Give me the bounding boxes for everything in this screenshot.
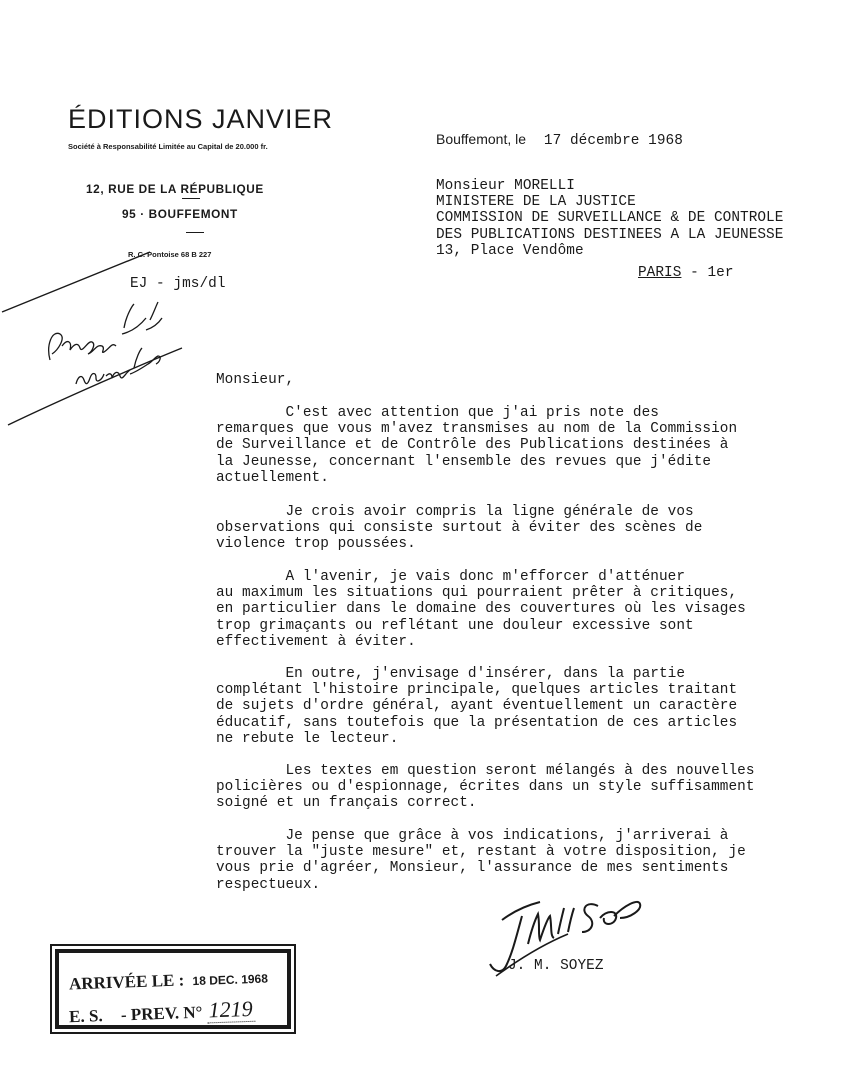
recipient-line: COMMISSION DE SURVEILLANCE & DE CONTROLE <box>436 210 784 227</box>
stamp-received-label: ARRIVÉE LE : <box>68 970 185 994</box>
recipient-line: DES PUBLICATIONS DESTINEES A LA JEUNESSE <box>436 226 784 243</box>
handwritten-annotation <box>0 250 200 430</box>
body-line: observations qui consiste surtout à éviter des scènes de <box>216 520 703 537</box>
signer-name: J. M. SOYEZ <box>508 958 604 974</box>
reception-stamp <box>55 949 291 1029</box>
address-divider <box>186 232 204 233</box>
company-city: 95 · BOUFFEMONT <box>122 207 238 221</box>
place: Bouffemont, le <box>436 131 527 147</box>
salutation: Monsieur, <box>216 372 295 388</box>
body-line: de Surveillance et de Contrôle des Publications destinées à <box>216 437 729 454</box>
body-line: A l'avenir, je vais donc m'efforcer d'atténuer <box>216 569 686 585</box>
body-line: effectivement à éviter. <box>216 633 416 650</box>
body-line: trop grimaçants ou reflétant une douleur excessive sont <box>216 617 694 634</box>
body-line: de sujets d'ordre général, ayant éventuellement un caractère <box>216 698 738 715</box>
body-paragraph <box>216 504 702 553</box>
company-tagline: Société à Responsabilité Limitée au Capital de 20.000 fr. <box>68 142 268 151</box>
stamp-received-date: 18 DEC. 1968 <box>192 971 269 989</box>
body-line: soigné et un français correct. <box>216 795 477 812</box>
body-line: C'est avec attention que j'ai pris note des <box>216 405 659 421</box>
body-paragraph <box>216 666 737 747</box>
body-paragraph <box>216 405 737 486</box>
body-line: violence trop poussées. <box>216 536 416 553</box>
body-line: remarques que vous m'avez transmises au nom de la Commission <box>216 421 738 438</box>
body-line: complétant l'histoire principale, quelques articles traitant <box>216 682 738 699</box>
body-line: trouver la "juste mesure" et, restant à votre disposition, je <box>216 844 746 861</box>
body-line: vous prie d'agréer, Monsieur, l'assurance de mes sentiments <box>216 860 729 877</box>
address-divider <box>182 198 200 199</box>
recipient-arrondissement: - 1er <box>681 265 734 281</box>
body-line: en particulier dans le domaine des couvertures où les visages <box>216 601 746 618</box>
body-line: Je crois avoir compris la ligne générale de vos <box>216 504 694 520</box>
company-street: 12, RUE DE LA RÉPUBLIQUE <box>86 182 264 196</box>
body-line: actuellement. <box>216 469 329 486</box>
reference-code: EJ - jms/dl <box>130 276 226 292</box>
recipient-line: MINISTERE DE LA JUSTICE <box>436 194 636 211</box>
place-date-line <box>436 131 683 149</box>
body-line: En outre, j'envisage d'insérer, dans la partie <box>216 666 686 682</box>
body-line: ne rebute le lecteur. <box>216 730 399 747</box>
body-line: respectueux. <box>216 876 321 893</box>
date: 17 décembre 1968 <box>543 133 683 149</box>
body-line: éducatif, sans toutefois que la présentation de ces articles <box>216 714 738 731</box>
recipient-address <box>436 178 783 259</box>
body-paragraph <box>216 569 746 650</box>
body-line: au maximum les situations qui pourraient prêter à critiques, <box>216 585 738 602</box>
body-paragraph <box>216 828 746 893</box>
body-line: Les textes em question seront mélangés à des nouvelles <box>216 763 755 779</box>
stamp-prev-number: 1219 <box>206 996 255 1024</box>
body-paragraph <box>216 763 755 812</box>
body-line: policières ou d'espionnage, écrites dans un style suffisamment <box>216 779 755 796</box>
stamp-reference-line <box>69 996 255 1028</box>
stamp-es-label: E. S. <box>68 1006 103 1027</box>
company-name: ÉDITIONS JANVIER <box>68 104 334 134</box>
recipient-line: 13, Place Vendôme <box>436 242 584 259</box>
body-line: la Jeunesse, concernant l'ensemble des revues que j'édite <box>216 453 712 470</box>
recipient-line: Monsieur MORELLI <box>436 178 575 194</box>
recipient-city: PARIS <box>638 265 682 281</box>
stamp-received-line <box>69 968 268 995</box>
recipient-city-line <box>638 265 734 281</box>
stamp-prev-label: - PREV. N° <box>120 1002 203 1025</box>
trade-register: R. C. Pontoise 68 B 227 <box>128 250 212 259</box>
body-line: Je pense que grâce à vos indications, j'arriverai à <box>216 828 729 844</box>
